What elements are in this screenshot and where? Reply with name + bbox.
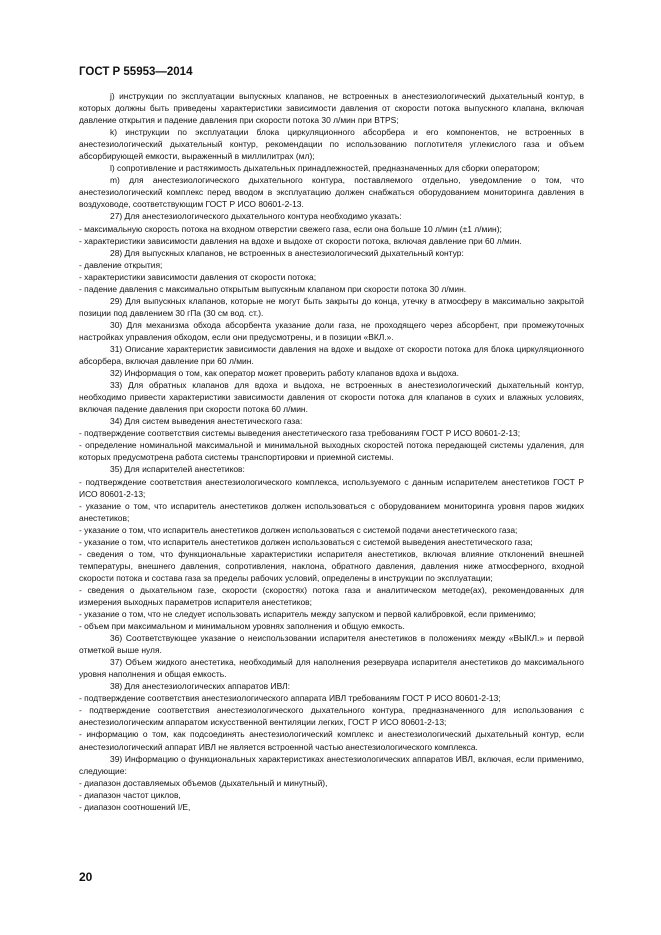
paragraph: 31) Описание характеристик зависимости давления на вдохе и выдохе от скорости потока для блока циркуляционного абсорбера, включая давление при 60 л/мин. [79,343,584,367]
document-body [79,90,584,813]
page-header-standard-title: ГОСТ Р 55953—2014 [79,66,193,78]
paragraph: 29) Для выпускных клапанов, которые не могут быть закрыты до конца, утечку в атмосферу в максимально закрытой позиции под давлением 30 гПа (30 см вод. ст.). [79,295,584,318]
list-item: - падение давления с максимально открытым выпускным клапаном при скорости потока 30 л/мин. [79,283,467,294]
paragraph: l) сопротивление и растяжимость дыхательных принадлежностей, предназначенных для сборки оператором; [110,163,540,174]
paragraph: j) инструкции по эксплуатации выпускных клапанов, не встроенных в анестезиологический дыхательный контур, в которых должны быть приведены характеристики зависимости давления от скорости потока выпускного клапана, включая давление открытия и падение давления при скорости потока 30 л/мин при BTPS; [79,91,584,126]
list-item: - подтверждение соответствия системы выведения анестетического газа требованиям ГОСТ Р ИСО 80601-2-13; [79,428,521,439]
list-item: - указание о том, что испаритель анестетиков должен использоваться с системой подачи анестетического газа; [79,524,518,535]
paragraph: 36) Соответствующее указание о неиспользовании испарителя анестетиков в положениях между «ВЫКЛ.» и первой отметкой выше нуля. [79,633,584,656]
paragraph: k) инструкции по эксплуатации блока циркуляционного абсорбера и его компонентов, не встроенных в анестезиологический дыхательный контур, рекомендации по использованию поглотителя углекислого газа и объем абсорбирующей емкости, выраженный в миллилитрах (мл); [79,127,584,162]
list-item: - подтверждение соответствия анестезиологического дыхательного контура, предназначенного для использования с анестезиологическим аппаратом искусственной вентиляции легких, ГОСТ Р ИСО 80601-2-13; [79,705,584,728]
list-item: - подтверждение соответствия анестезиологического комплекса, используемого с данным испарителем анестетиков ГОСТ Р ИСО 80601-2-13; [79,476,584,499]
paragraph: 27) Для анестезиологического дыхательного контура необходимо указать: [110,211,402,222]
list-item: - указание о том, что испаритель анестетиков должен использоваться с системой выведения анестетического газа; [79,536,533,547]
list-item: - подтверждение соответствия анестезиологического аппарата ИВЛ требованиям ГОСТ Р ИСО 80601-2-13; [79,693,501,704]
paragraph: 34) Для систем выведения анестетического газа: [110,416,303,427]
list-item: - диапазон соотношений I/E, [79,801,191,812]
paragraph: m) для анестезиологического дыхательного контура, поставляемого отдельно, уведомление о том, что анестезиологический комплекс перед вводом в эксплуатацию должен снабжаться оборудованием мониторинга давления в воздуховоде, соответствующим ГОСТ Р ИСО 80601-2-13. [79,175,584,210]
list-item: - диапазон доставляемых объемов (дыхательный и минутный), [79,777,328,788]
paragraph: 37) Объем жидкого анестетика, необходимый для наполнения резервуара испарителя анестетиков до максимального уровня наполнения и общая емкость. [79,657,584,680]
paragraph: 38) Для анестезиологических аппаратов ИВЛ: [110,681,290,692]
list-item: - максимальную скорость потока на входном отверстии свежего газа, если она больше 10 л/мин (±1 л/мин); [79,223,502,234]
paragraph: 32) Информация о том, как оператор может проверить работу клапанов вдоха и выдоха. [110,368,459,379]
list-item: - указание о том, что не следует использовать испаритель между запуском и первой калибровкой, если применимо; [79,609,536,620]
paragraph: 28) Для выпускных клапанов, не встроенных в анестезиологический дыхательный контур: [110,247,464,258]
list-item: - давление открытия; [79,259,163,270]
paragraph: 35) Для испарителей анестетиков: [110,464,245,475]
list-item: - определение номинальной максимальной и минимальной выходных скоростей потока передающей системы удаления, для которых предусмотрена работа системы транспортировки и приемной системы. [79,440,584,463]
list-item: - объем при максимальном и минимальном уровнях заполнения и общую емкость. [79,621,405,632]
paragraph: 33) Для обратных клапанов для вдоха и выдоха, не встроенных в анестезиологический дыхательный контур, необходимо привести характеристики зависимости давления от скорости потока для клапанов в сухих и влажных условиях, включая падение давления при скорости потока 60 л/мин. [79,380,584,415]
paragraph: 39) Информацию о функциональных характеристиках анестезиологических аппаратов ИВЛ, включая, если применимо, следующие: [79,753,584,776]
list-item: - характеристики зависимости давления на вдохе и выдохе от скорости потока, включая давление при 60 л/мин. [79,235,522,246]
list-item: - информацию о том, как подсоединять анестезиологический комплекс и анестезиологический дыхательный контур, если анестезиологический аппарат ИВЛ не является встроенной частью анестезиологического комплекса. [79,729,584,752]
list-item: - характеристики зависимости давления от скорости потока; [79,271,317,282]
paragraph: 30) Для механизма обхода абсорбента указание доли газа, не проходящего через абсорбент, при промежуточных настройках управления обходом, если они предусмотрены, и в позиции «ВКЛ.». [79,319,584,342]
list-item: - сведения о том, что функциональные характеристики испарителя анестетиков, включая влияние отклонений внешней температуры, внешнего давления, сопротивления, наклона, обратного давления, давления ниже атмосферного, входной скорости потока и состава газа за пределы рабочих условий, определены в инструкции по эксплуатации; [79,548,584,583]
list-item: - указание о том, что испаритель анестетиков должен использоваться с оборудованием мониторинга уровня паров жидких анестетиков; [79,500,584,523]
page-number: 20 [79,870,93,884]
list-item: - диапазон частот циклов, [79,789,181,800]
list-item: - сведения о дыхательном газе, скорости (скоростях) потока газа и аналитическом методе(ах), рекомендованных для измерения выходных параметров испарителя анестетиков; [79,584,584,607]
